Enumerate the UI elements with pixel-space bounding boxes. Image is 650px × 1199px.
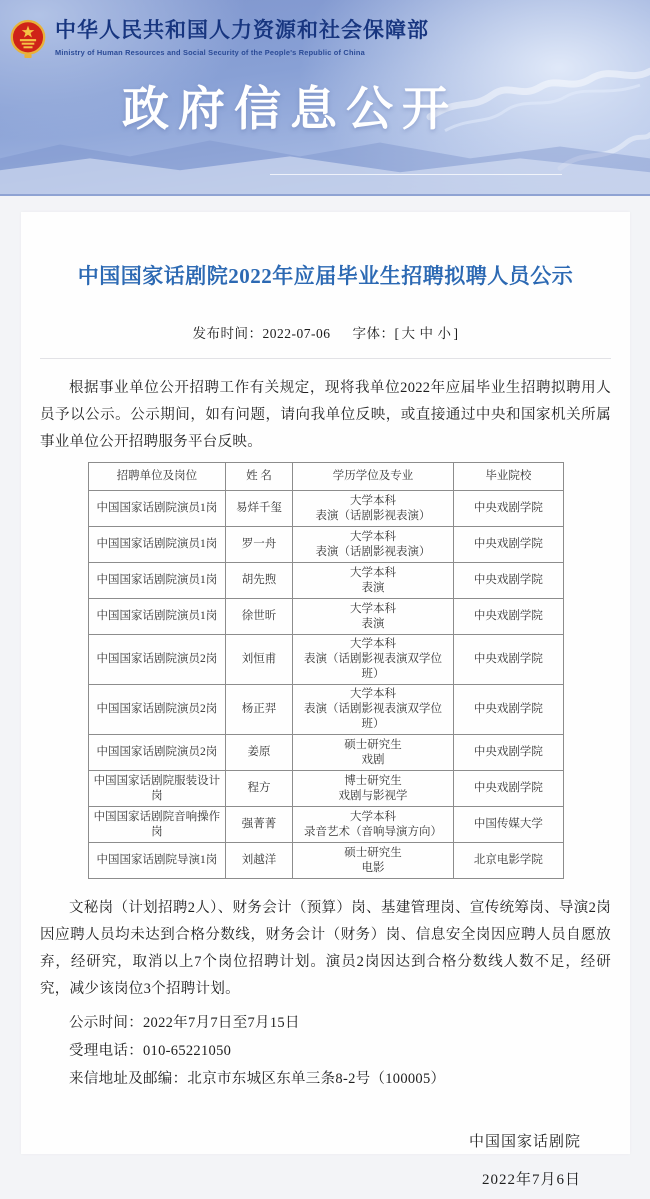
header-school: 毕业院校 bbox=[454, 463, 563, 491]
article-meta bbox=[40, 322, 611, 342]
cell-degree-major bbox=[292, 843, 454, 879]
cell-degree-major bbox=[292, 563, 454, 599]
cell-school: 中央戏剧学院 bbox=[454, 599, 563, 635]
cell-degree-major bbox=[292, 491, 454, 527]
table-row bbox=[88, 843, 563, 879]
cell-school: 中央戏剧学院 bbox=[454, 527, 563, 563]
table-row bbox=[88, 735, 563, 771]
font-size-large-button[interactable]: 大 bbox=[401, 326, 416, 341]
cell-school: 中央戏剧学院 bbox=[454, 635, 563, 685]
cancellation-paragraph: 文秘岗（计划招聘2人）、财务会计（预算）岗、基建管理岗、宣传统筹岗、导演2岗因应聘人员均未达到合格分数线，财务会计（财务）岗、信息安全岗因应聘人员自愿放弃，经研究，取消以上7个岗位招聘计划。演员2岗因达到合格分数线人数不足，经研究，减少该岗位3个招聘计划。 bbox=[40, 900, 611, 997]
cell-degree-major bbox=[292, 527, 454, 563]
table-row bbox=[88, 635, 563, 685]
table-body bbox=[88, 491, 563, 879]
cell-unit: 中国国家话剧院音响操作岗 bbox=[88, 807, 226, 843]
cell-degree-major bbox=[292, 771, 454, 807]
table-row bbox=[88, 491, 563, 527]
table-row bbox=[88, 807, 563, 843]
cell-name: 徐世昕 bbox=[226, 599, 293, 635]
cell-unit: 中国国家话剧院演员2岗 bbox=[88, 735, 226, 771]
font-size-medium-button[interactable]: 中 bbox=[419, 326, 434, 341]
cell-school: 北京电影学院 bbox=[454, 843, 563, 879]
article-card bbox=[21, 212, 630, 1188]
cell-name: 刘恒甫 bbox=[226, 635, 293, 685]
national-emblem-icon bbox=[10, 18, 46, 62]
cell-degree-major bbox=[292, 807, 454, 843]
cell-name: 刘越洋 bbox=[226, 843, 293, 879]
cell-major: 电影 bbox=[361, 861, 385, 874]
cell-major: 表演（话剧影视表演双学位班） bbox=[304, 653, 442, 680]
ministry-name-cn: 中华人民共和国人力资源和社会保障部 bbox=[55, 19, 429, 42]
table-row bbox=[88, 527, 563, 563]
cell-degree-major bbox=[292, 599, 454, 635]
cell-school: 中央戏剧学院 bbox=[454, 771, 563, 807]
cell-school: 中央戏剧学院 bbox=[454, 735, 563, 771]
cell-degree: 大学本科 bbox=[350, 494, 396, 507]
banner-title-underline bbox=[270, 174, 562, 175]
cell-unit: 中国国家话剧院演员2岗 bbox=[88, 635, 226, 685]
cell-name: 姜原 bbox=[226, 735, 293, 771]
cell-name: 强菁菁 bbox=[226, 807, 293, 843]
cell-unit: 中国国家话剧院演员1岗 bbox=[88, 491, 226, 527]
cell-unit: 中国国家话剧院演员1岗 bbox=[88, 563, 226, 599]
cell-degree: 大学本科 bbox=[350, 602, 396, 615]
cell-school: 中央戏剧学院 bbox=[454, 563, 563, 599]
cell-school: 中国传媒大学 bbox=[454, 807, 563, 843]
cell-degree-major bbox=[292, 635, 454, 685]
cell-major: 表演（话剧影视表演） bbox=[315, 545, 431, 558]
cell-degree: 大学本科 bbox=[350, 688, 396, 700]
font-size-bracket-close: ] bbox=[453, 326, 459, 341]
cell-major: 表演（话剧影视表演双学位班） bbox=[304, 703, 442, 730]
publish-date: 2022-07-06 bbox=[262, 326, 331, 341]
candidate-table bbox=[88, 462, 564, 879]
notice-period-line: 公示时间：2022年7月7日至7月15日 bbox=[69, 1015, 300, 1031]
font-size-small-button[interactable]: 小 bbox=[437, 326, 452, 341]
cell-degree: 大学本科 bbox=[350, 638, 396, 650]
publish-time-label: 发布时间： bbox=[192, 326, 263, 341]
cell-degree: 大学本科 bbox=[350, 566, 396, 579]
signature-org: 中国国家话剧院 bbox=[468, 1134, 581, 1150]
ministry-name-block bbox=[55, 18, 429, 57]
notice-block bbox=[40, 1009, 611, 1093]
notice-address-line: 来信地址及邮编：北京市东城区东单三条8-2号（100005） bbox=[69, 1071, 446, 1087]
cell-major: 表演（话剧影视表演） bbox=[315, 509, 431, 522]
cell-unit: 中国国家话剧院服装设计岗 bbox=[88, 771, 226, 807]
table-head bbox=[88, 463, 563, 491]
cell-unit: 中国国家话剧院演员2岗 bbox=[88, 685, 226, 735]
cell-degree: 大学本科 bbox=[350, 530, 396, 543]
site-banner bbox=[0, 0, 650, 196]
cell-degree: 博士研究生 bbox=[344, 774, 402, 787]
cell-degree-major bbox=[292, 685, 454, 735]
cell-major: 录音艺术（音响导演方向） bbox=[304, 825, 442, 838]
cell-name: 杨正羿 bbox=[226, 685, 293, 735]
cell-major: 表演 bbox=[361, 581, 385, 594]
header-name: 姓 名 bbox=[226, 463, 293, 491]
table-row bbox=[88, 563, 563, 599]
cell-name: 胡先煦 bbox=[226, 563, 293, 599]
signature-date: 2022年7月6日 bbox=[481, 1172, 581, 1188]
font-size-bracket-open: [ bbox=[394, 326, 400, 341]
banner-section-title: 政府信息公开 bbox=[122, 82, 458, 135]
cell-school: 中央戏剧学院 bbox=[454, 491, 563, 527]
table-row bbox=[88, 685, 563, 735]
header-unit: 招聘单位及岗位 bbox=[88, 463, 226, 491]
table-header-row bbox=[88, 463, 563, 491]
cell-major: 戏剧与影视学 bbox=[338, 789, 408, 802]
font-size-label: 字体： bbox=[352, 326, 395, 341]
table-row bbox=[88, 599, 563, 635]
cell-school: 中央戏剧学院 bbox=[454, 685, 563, 735]
header-degree-major: 学历学位及专业 bbox=[292, 463, 454, 491]
article-title: 中国国家话剧院2022年应届毕业生招聘拟聘人员公示 bbox=[77, 264, 574, 288]
cell-degree: 硕士研究生 bbox=[344, 738, 402, 751]
cell-name: 罗一舟 bbox=[226, 527, 293, 563]
cell-name: 程方 bbox=[226, 771, 293, 807]
intro-paragraph: 根据事业单位公开招聘工作有关规定，现将我单位2022年应届毕业生招聘拟聘用人员予以公示。公示期间，如有问题，请向我单位反映，或直接通过中央和国家机关所属事业单位公开招聘服务平台反映。 bbox=[40, 380, 611, 450]
table-row bbox=[88, 771, 563, 807]
signature-block bbox=[40, 1123, 611, 1199]
cell-unit: 中国国家话剧院演员1岗 bbox=[88, 599, 226, 635]
cell-unit: 中国国家话剧院导演1岗 bbox=[88, 843, 226, 879]
cell-major: 表演 bbox=[361, 617, 385, 630]
cell-degree-major bbox=[292, 735, 454, 771]
cell-major: 戏剧 bbox=[361, 753, 385, 766]
cell-degree: 大学本科 bbox=[350, 810, 396, 823]
cell-unit: 中国国家话剧院演员1岗 bbox=[88, 527, 226, 563]
meta-divider bbox=[40, 358, 611, 359]
cell-name: 易烊千玺 bbox=[226, 491, 293, 527]
ministry-brand-link[interactable] bbox=[10, 18, 429, 62]
notice-phone-line: 受理电话：010-65221050 bbox=[69, 1043, 232, 1059]
cell-degree: 硕士研究生 bbox=[344, 846, 402, 859]
ministry-name-en: Ministry of Human Resources and Social Security of the People's Republic of China bbox=[55, 48, 365, 57]
